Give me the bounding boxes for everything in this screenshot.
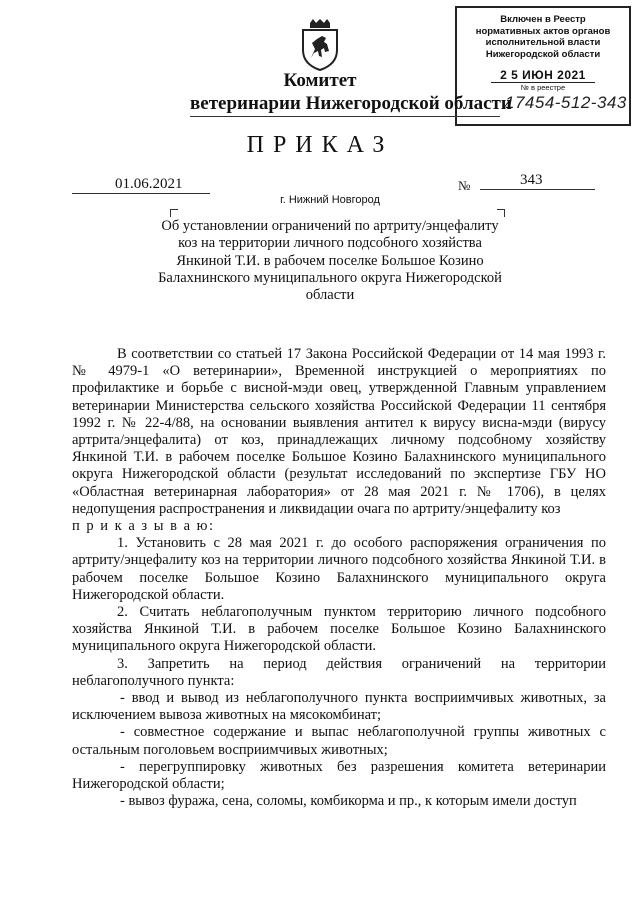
registry-number-handwritten: 17454-512-343 xyxy=(505,93,627,112)
number-label: № xyxy=(458,178,471,193)
number-underline xyxy=(480,189,595,190)
item-2: 2. Считать неблагополучным пунктом территорию личного подсобного хозяйства Янкиной Т.И. в рабочем поселке Большое Козино Балахнинского муниципального округа Нижегородской области. xyxy=(72,604,606,655)
city: г. Нижний Новгород xyxy=(280,194,380,206)
preamble-paragraph: В соответствии со статьей 17 Закона Российской Федерации от 14 мая 1993 г. № 4979-1 «О ветеринарии», Временной инструкцией о мероприятиях по профилактике и борьбе с висной-мэди овец, утвержденной Главным управлением ветеринарии Министерства сельского хозяйства Российской Федерации 11 сентября 1992 г. № 22-4/88, на основании выявления антител к вирусу висна-мэди (вирусу артрита/энцефалита) от коз, принадлежащих личному подсобному хозяйству Янкиной Т.И. в рабочем поселке Большое Козино Балахнинского муниципального округа Нижегородской области (результат исследований по экспертизе ГБУ НО «Областная ветеринарная лаборатория» от 28 мая 2021 г. № 1706), в целях недопущения распространения и ликвидации очага по артриту/энцефалиту коз xyxy=(72,346,606,517)
stamp-line: Нижегородской области xyxy=(485,48,601,60)
bullet-item: - ввод и вывод из неблагополучного пункта восприимчивых животных, за исключением вывоза животных на мясокомбинат; xyxy=(72,690,606,724)
order-number: 343 xyxy=(520,172,543,188)
org-underline xyxy=(190,116,500,117)
order-date: 01.06.2021 xyxy=(115,176,183,192)
bullet-item: - вывоз фуража, сена, соломы, комбикорма и пр., к которым имели доступ xyxy=(120,793,577,810)
stamp-registry-label: № в реестре xyxy=(491,82,595,92)
bullet-item: - перегруппировку животных без разрешения комитета ветеринарии Нижегородской области; xyxy=(72,758,606,793)
org-name-line2: ветеринарии Нижегородской области xyxy=(190,93,512,114)
item-1: 1. Установить с 28 мая 2021 г. до особого распоряжения ограничения по артриту/энцефалиту коз на территории личного подсобного хозяйства Янкиной Т.И. в рабочем поселке Большое Козино Балахнинского муниципального округа Нижегородской области. xyxy=(72,535,606,603)
stamp-line: нормативных актов органов xyxy=(475,25,611,37)
stamp-line: исполнительной власти xyxy=(485,37,601,48)
item-3: 3. Запретить на период действия ограничений на территории неблагополучного пункта: xyxy=(72,655,606,689)
stamp-line: Включен в Реестр xyxy=(500,14,586,25)
subject-corner-right xyxy=(497,209,505,217)
bullet-item: - совместное содержание и выпас неблагополучной группы животных с остальным поголовьем восприимчивых животных; xyxy=(72,724,606,758)
subject-corner-left xyxy=(170,209,178,217)
document-title: ПРИКАЗ xyxy=(246,132,394,158)
order-body xyxy=(72,346,606,810)
org-name-line1: Комитет xyxy=(283,70,357,91)
stamp-date: 2 5 ИЮН 2021 xyxy=(500,68,586,82)
order-subject: Об установлении ограничений по артриту/энцефалиту коз на территории личного подсобного хозяйства Янкиной Т.И. в рабочем поселке Большое Козино Балахнинского муниципального округа Нижегородской области xyxy=(158,218,502,304)
order-word: п р и к а з ы в а ю: xyxy=(72,518,215,535)
coat-of-arms-emblem xyxy=(297,18,343,72)
